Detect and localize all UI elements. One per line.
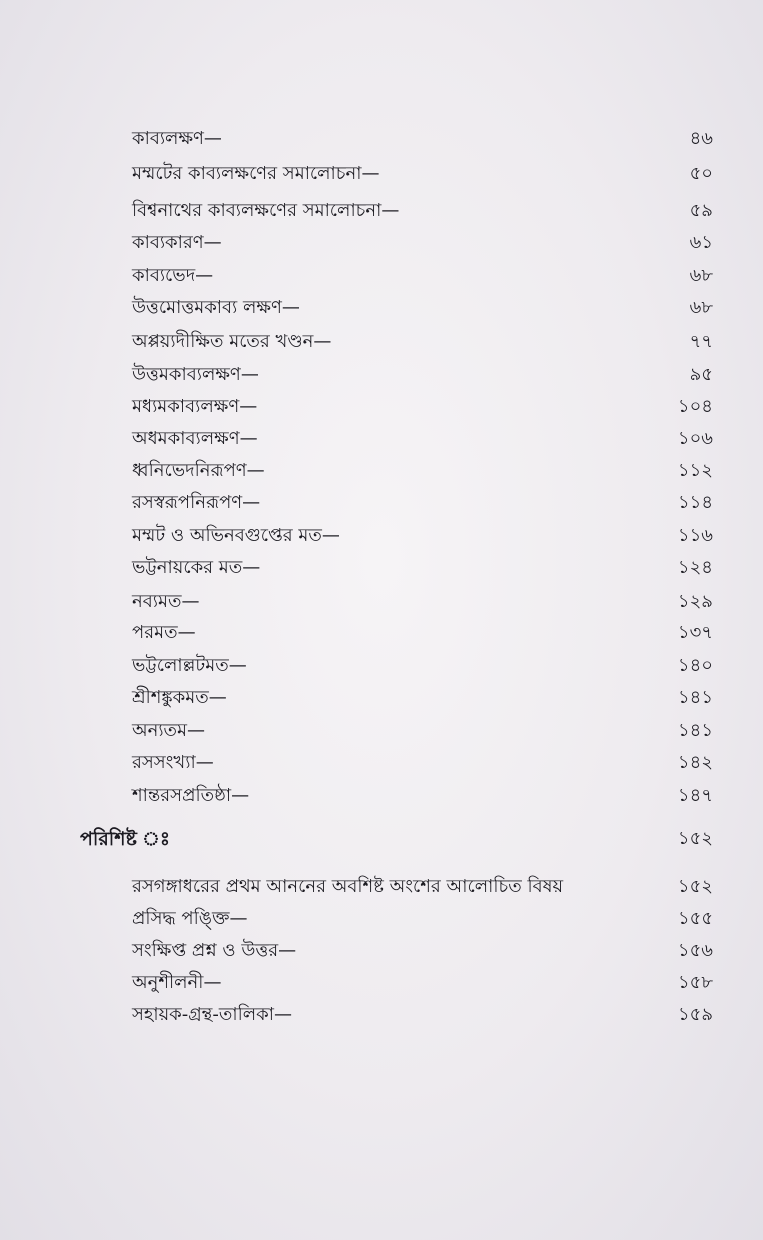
toc-entry-page: ৬৮ xyxy=(689,265,713,286)
toc-entry-title: শ্রীশঙ্কুকমত— xyxy=(132,687,227,708)
toc-entry-title: ভট্টনায়কের মত— xyxy=(132,557,261,578)
toc-entry-title: মম্মট ও অভিনবগুপ্তের মত— xyxy=(132,525,340,546)
toc-entry-title: কাব্যভেদ— xyxy=(132,265,214,286)
appendix-heading-page: ১৫২ xyxy=(677,828,713,849)
appendix-entry-page: ১৫২ xyxy=(677,876,713,897)
appendix-heading: পরিশিষ্ট ঃ xyxy=(80,828,171,850)
toc-entry-title: মম্মটের কাব্যলক্ষণের সমালোচনা— xyxy=(132,163,380,184)
toc-entry-page: ১১৪ xyxy=(677,492,713,513)
appendix-entry-page: ১৫৯ xyxy=(677,1004,713,1025)
toc-entry-page: ১৩৭ xyxy=(677,622,713,643)
toc-entry-page: ১০৪ xyxy=(677,396,713,417)
toc-entry-page: ১১৬ xyxy=(677,525,713,546)
toc-entry-page: ১৪০ xyxy=(677,655,713,676)
toc-entry-page: ৭৭ xyxy=(689,331,713,352)
toc-entry-title: ধ্বনিভেদনিরূপণ— xyxy=(132,460,265,481)
toc-entry-title: ভট্টলোল্লটমত— xyxy=(132,655,247,676)
toc-entry-title: অন্যতম— xyxy=(132,720,206,741)
appendix-entry-page: ১৫৬ xyxy=(677,940,713,961)
toc-entry-page: ১০৬ xyxy=(677,428,713,449)
toc-entry-title: উত্তমকাব্যলক্ষণ— xyxy=(132,364,259,385)
toc-entry-title: কাব্যকারণ— xyxy=(132,232,222,253)
toc-entry-title: বিশ্বনাথের কাব্যলক্ষণের সমালোচনা— xyxy=(132,200,400,221)
appendix-entry-title: প্রসিদ্ধ পঙ্ক্তি— xyxy=(132,908,248,929)
toc-entry-page: ১২৪ xyxy=(677,557,713,578)
toc-entry-page: ৪৬ xyxy=(689,128,713,149)
toc-entry-page: ৬৮ xyxy=(689,297,713,318)
toc-entry-title: শান্তরসপ্রতিষ্ঠা— xyxy=(132,785,250,806)
toc-entry-page: ১৪৭ xyxy=(677,785,713,806)
appendix-entry-title: সহায়ক-গ্রন্থ-তালিকা— xyxy=(132,1004,292,1025)
toc-entry-title: নব্যমত— xyxy=(132,591,200,612)
toc-entry-page: ৫৯ xyxy=(689,200,713,221)
toc-entry-title: রসস্বরূপনিরূপণ— xyxy=(132,492,261,513)
toc-entry-title: পরমত— xyxy=(132,622,196,643)
appendix-entry-page: ১৫৫ xyxy=(677,908,713,929)
toc-entry-page: ৫০ xyxy=(689,163,713,184)
toc-entry-title: রসসংখ্যা— xyxy=(132,752,214,773)
toc-entry-title: মধ্যমকাব্যলক্ষণ— xyxy=(132,396,258,417)
appendix-entry-title: সংক্ষিপ্ত প্রশ্ন ও উত্তর— xyxy=(132,940,297,961)
appendix-entry-title: অনুশীলনী— xyxy=(132,972,222,993)
toc-entry-page: ১২৯ xyxy=(677,591,713,612)
toc-entry-page: ১১২ xyxy=(677,460,713,481)
toc-entry-page: ১৪১ xyxy=(677,687,713,708)
appendix-entry-title: রসগঙ্গাধরের প্রথম আননের অবশিষ্ট অংশের আলোচিত বিষয় xyxy=(132,876,564,897)
toc-entry-page: ৯৫ xyxy=(689,364,713,385)
toc-entry-page: ১৪১ xyxy=(677,720,713,741)
toc-entry-page: ৬১ xyxy=(689,232,713,253)
toc-entry-title: উত্তমোত্তমকাব্য লক্ষণ— xyxy=(132,297,300,318)
toc-entry-title: কাব্যলক্ষণ— xyxy=(132,128,222,149)
toc-entry-title: অধমকাব্যলক্ষণ— xyxy=(132,428,258,449)
appendix-entry-page: ১৫৮ xyxy=(677,972,713,993)
toc-entry-title: অপ্পয়্যদীক্ষিত মতের খণ্ডন— xyxy=(132,331,332,352)
toc-entry-page: ১৪২ xyxy=(677,752,713,773)
